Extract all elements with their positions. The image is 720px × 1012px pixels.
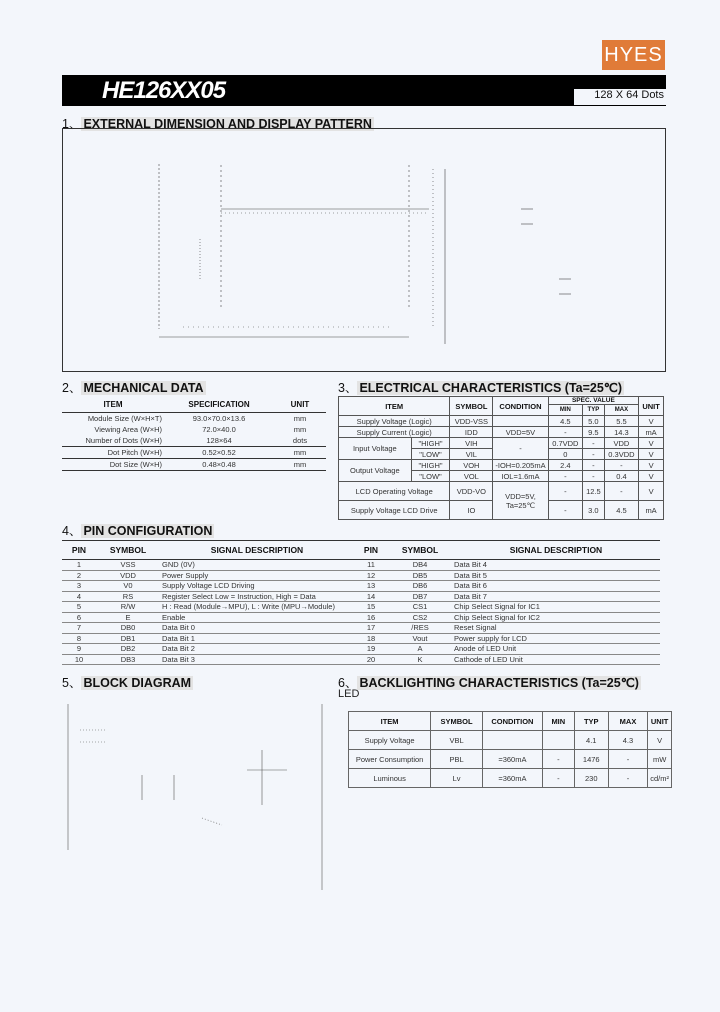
table-row: Number of Dots (W×H) 128×64 dots — [62, 435, 326, 447]
table-row: Dot Pitch (W×H) 0.52×0.52 mm — [62, 447, 326, 459]
backlight-table — [348, 711, 672, 788]
elec-header-spec: SPEC. VALUE — [548, 397, 639, 405]
table-row: Supply Voltage LCD Drive IO - 3.0 4.5 mA — [339, 501, 664, 520]
elec-header-symbol: SYMBOL — [450, 397, 493, 416]
table-row: 7 DB0 Data Bit 0 17 /RES Reset Signal — [62, 623, 660, 634]
table-row: Viewing Area (W×H) 72.0×40.0 mm — [94, 425, 307, 434]
table-row: 2 VDD Power Supply 12 DB5 Data Bit 5 — [62, 570, 660, 581]
table-row: "LOW" VOL IOL=1.6mA - - 0.4 V — [339, 471, 664, 482]
mechanical-header-row — [62, 396, 326, 413]
table-row: Supply Voltage (Logic) VDD-VSS 4.5 5.0 5.5 V — [339, 416, 664, 427]
section-1-heading: 1、 EXTERNAL DIMENSION AND DISPLAY PATTERN — [62, 117, 372, 131]
table-row: 8 DB1 Data Bit 1 18 Vout Power supply for LCD — [62, 633, 660, 644]
dimension-drawing-frame — [62, 128, 666, 372]
elec-header-unit: UNIT — [639, 397, 664, 416]
section-5-title: BLOCK DIAGRAM — [83, 676, 192, 690]
mech-header-item: ITEM — [103, 399, 123, 409]
table-row: 4 RS Register Select Low = Instruction, High = Data 14 DB7 Data Bit 7 — [62, 591, 660, 602]
model-number: HE126XX05 — [102, 77, 226, 104]
section-6-title: BACKLIGHTING CHARACTERISTICS (Ta=25℃) — [359, 676, 639, 690]
table-row: 6 E Enable 16 CS2 Chip Select Signal for IC2 — [62, 612, 660, 623]
section-3-title: ELECTRICAL CHARACTERISTICS (Ta=25℃) — [359, 381, 623, 395]
section-2-heading: 2、 MECHANICAL DATA — [62, 381, 204, 395]
mech-header-spec: SPECIFICATION — [188, 399, 250, 409]
pin-table — [62, 540, 660, 665]
table-row: 9 DB2 Data Bit 2 19 A Anode of LED Unit — [62, 644, 660, 655]
electrical-table: ITEM SYMBOL CONDITION SPEC. VALUE UNIT MIN TYP MAX Supply Voltage (Logic) VDD-VSS 4.5 5.0 5.5 V Supply Current (Logic) IDD VDD=5V - 9.5 14.3 mA Input Voltage "HIGH" VIH - 0.7VDD - VDD V "LOW" VIL 0 - 0.3VDD V Output Voltage "HIGH" VOH -IOH=0.205mA 2.4 - - V "LOW" VOL IOL=1.6mA - - 0.4 V LCD Operating Voltage VDD-VO VDD=5V, Ta=25℃ - 12.5 - V Supply Voltage LCD Drive IO - 3.0 4.5 mA — [338, 396, 664, 520]
backlight-header-row: ITEM SYMBOL CONDITION MIN TYP MAX UNIT — [349, 712, 672, 731]
mech-header-unit: UNIT — [290, 399, 310, 409]
table-row: 1 VSS GND (0V) 11 DB4 Data Bit 4 — [62, 560, 660, 571]
elec-header-item: ITEM — [339, 397, 450, 416]
table-row: Output Voltage "HIGH" VOH -IOH=0.205mA 2.4 - - V — [339, 460, 664, 471]
section-1-title: EXTERNAL DIMENSION AND DISPLAY PATTERN — [83, 117, 372, 131]
section-2-title: MECHANICAL DATA — [83, 381, 204, 395]
title-bar — [62, 75, 666, 106]
table-row: Dot Size (W×H) 0.48×0.48 mm — [62, 459, 326, 471]
table-row: Supply Voltage VBL 4.1 4.3 V — [349, 731, 672, 750]
table-row: Supply Current (Logic) IDD VDD=5V - 9.5 14.3 mA — [339, 427, 664, 438]
table-row: "LOW" VIL 0 - 0.3VDD V — [339, 449, 664, 460]
table-row: Module Size (W×H×T) 93.0×70.0×13.6 mm — [87, 414, 307, 423]
table-row: Input Voltage "HIGH" VIH - 0.7VDD - VDD V — [339, 438, 664, 449]
table-row: 5 R/W H : Read (Module→MPU), L : Write (MPU→Module) 15 CS1 Chip Select Signal for IC1 — [62, 602, 660, 613]
section-5-heading: 5、 BLOCK DIAGRAM — [62, 676, 192, 690]
table-row: Power Consumption PBL =360mA - 1476 - mW — [349, 750, 672, 769]
led-label: LED — [338, 688, 360, 700]
brand-logo: HYES — [602, 40, 665, 70]
mechanical-table — [62, 396, 326, 471]
pin-header-row: PIN SYMBOL SIGNAL DESCRIPTION PIN SYMBOL SIGNAL DESCRIPTION — [62, 541, 660, 560]
section-6-heading: 6、 BACKLIGHTING CHARACTERISTICS (Ta=25℃) — [338, 676, 639, 690]
elec-header-condition: CONDITION — [493, 397, 548, 416]
table-row: Luminous Lv =360mA - 230 - cd/m² — [349, 769, 672, 788]
section-4-heading: 4、 PIN CONFIGURATION — [62, 524, 213, 538]
block-diagram — [62, 700, 324, 900]
electrical-header-row — [339, 397, 664, 405]
table-row: 3 V0 Supply Voltage LCD Driving 13 DB6 Data Bit 6 — [62, 581, 660, 592]
section-4-title: PIN CONFIGURATION — [83, 524, 213, 538]
table-row: LCD Operating Voltage VDD-VO VDD=5V, Ta=25℃ - 12.5 - V — [339, 482, 664, 501]
section-3-heading: 3、 ELECTRICAL CHARACTERISTICS (Ta=25℃) — [338, 381, 623, 395]
dots-spec: 128 X 64 Dots — [574, 89, 666, 105]
table-row: 10 DB3 Data Bit 3 20 K Cathode of LED Unit — [62, 654, 660, 665]
dimension-drawing — [63, 129, 665, 371]
